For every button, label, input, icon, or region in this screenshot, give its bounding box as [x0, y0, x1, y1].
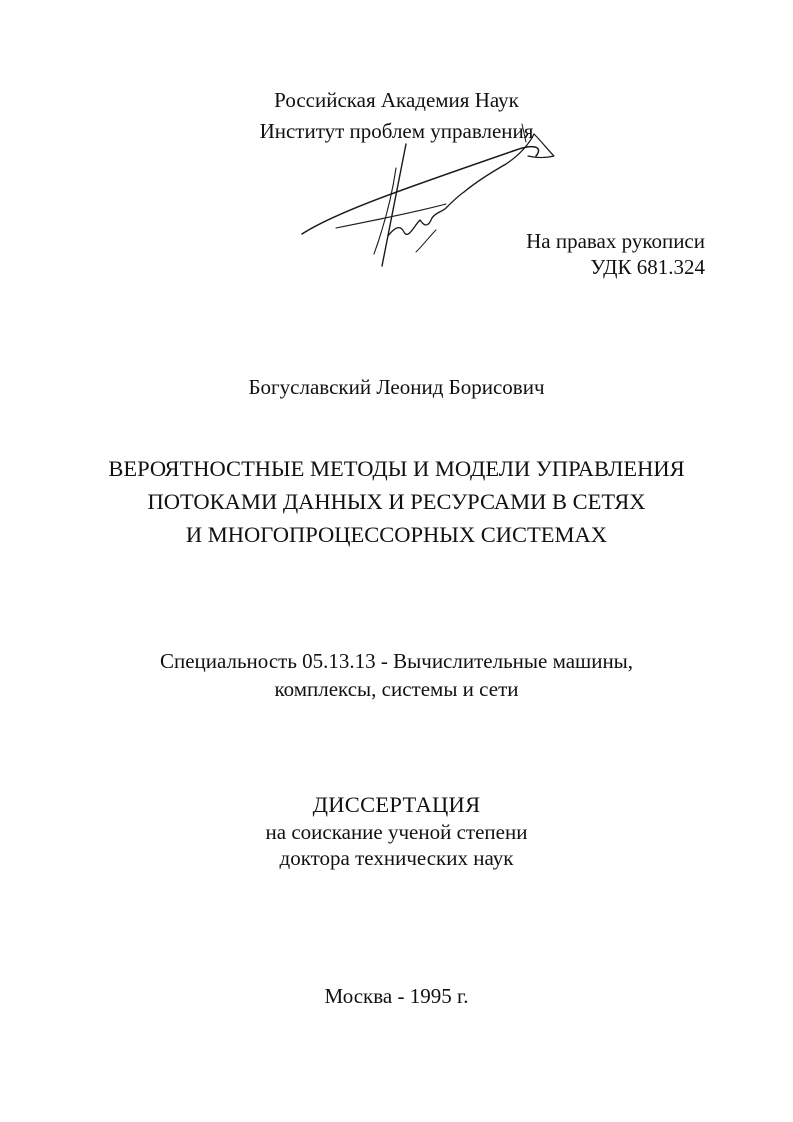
manuscript-note: На правах рукописи — [526, 229, 705, 253]
title-line-2: ПОТОКАМИ ДАННЫХ И РЕСУРСАМИ В СЕТЯХ — [147, 489, 646, 514]
dissertation-heading: ДИССЕРТАЦИЯ — [312, 792, 481, 817]
title-line-1: ВЕРОЯТНОСТНЫЕ МЕТОДЫ И МОДЕЛИ УПРАВЛЕНИЯ — [108, 456, 685, 481]
specialty-line-2: комплексы, системы и сети — [274, 677, 519, 701]
title-line-3: И МНОГОПРОЦЕССОРНЫХ СИСТЕМАХ — [185, 522, 608, 547]
dissertation-degree: на соискание ученой степени — [265, 820, 528, 844]
dissertation-field: доктора технических наук — [279, 846, 514, 870]
author-name: Богуславский Леонид Борисович — [248, 375, 545, 399]
udc-code: УДК 681.324 — [590, 255, 705, 279]
academy-name: Российская Академия Наук — [274, 88, 519, 112]
rights-block — [526, 228, 705, 280]
handwritten-signature — [296, 116, 558, 276]
specialty-line-1: Специальность 05.13.13 - Вычислительные машины, — [159, 649, 634, 673]
institute-name: Институт проблем управления — [259, 119, 534, 143]
place-year: Москва - 1995 г. — [324, 984, 469, 1008]
